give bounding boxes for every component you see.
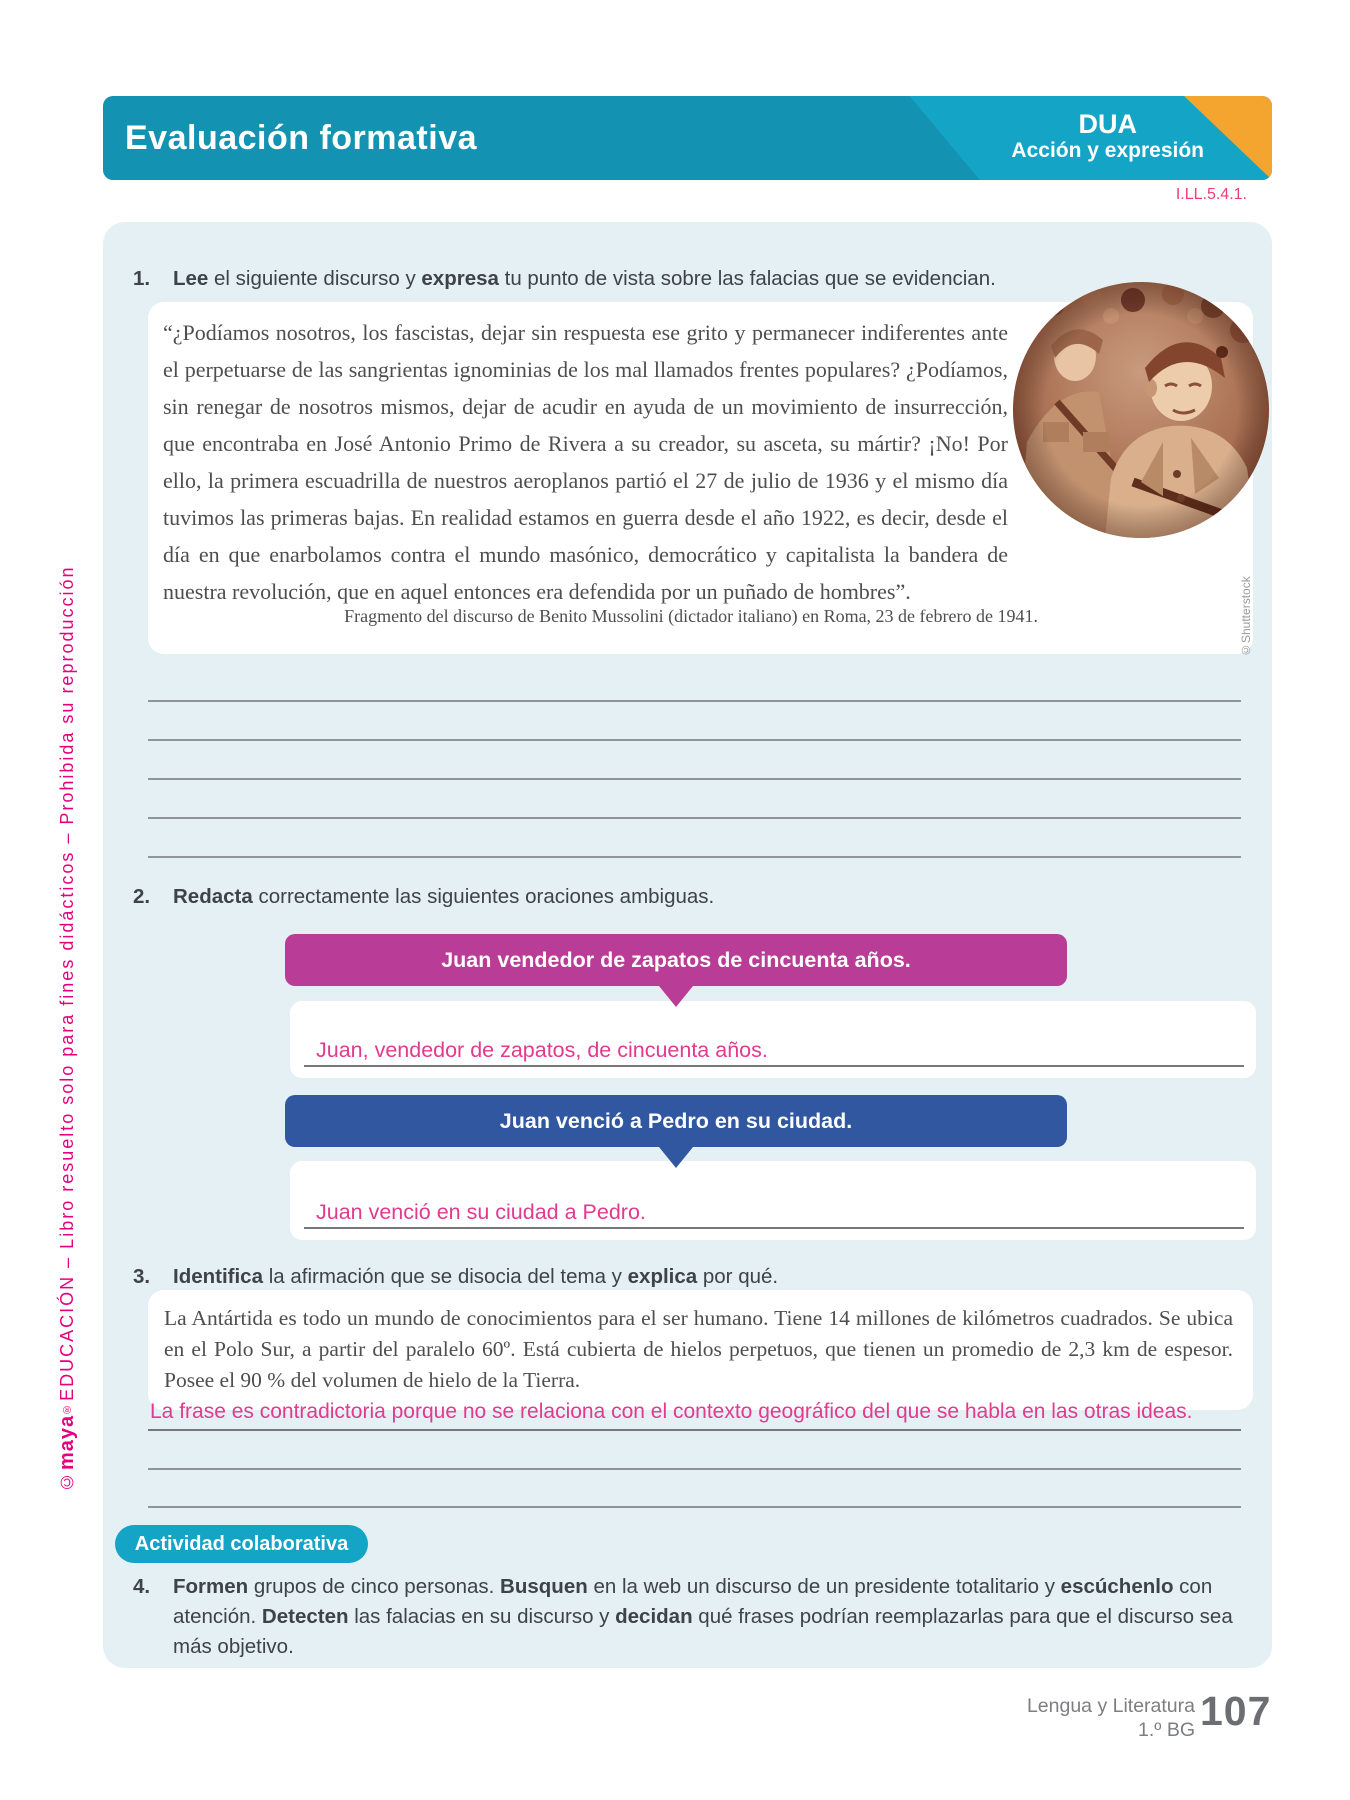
activity-3-text: Identifica la afirmación que se disocia del tema y explica por qué. xyxy=(173,1265,779,1288)
header-banner xyxy=(103,96,1272,180)
antarctica-passage-text: La Antártida es todo un mundo de conocimientos para el ser humano. Tiene 14 millones de kilómetros cuadrados. Se ubica en el Polo Sur, a partir del paralelo 60º. Está cubierta de hielos perpetuos, que tienen un promedio de 2,3 km de espesor. Posee el 90 % del volumen de hielo de la Tierra. xyxy=(164,1306,1233,1392)
activity-1-instruction xyxy=(133,264,996,294)
copyright-symbol: © xyxy=(57,1470,77,1492)
photo-credit: ©Shutterstock xyxy=(1239,576,1253,657)
activities-panel xyxy=(103,222,1272,1668)
footer-subject: Lengua y Literatura xyxy=(1026,1695,1195,1717)
dua-label-block xyxy=(1011,109,1204,163)
publisher-name: EDUCACIÓN xyxy=(57,1274,77,1401)
student-answer-3: La frase es contradictoria porque no se relaciona con el contexto geográfico del que se habla en las otras ideas. xyxy=(150,1400,1193,1423)
dua-sublabel: Acción y expresión xyxy=(1011,139,1204,163)
student-answer-2: Juan venció en su ciudad a Pedro. xyxy=(316,1200,646,1224)
collaborative-activity-badge: Actividad colaborativa xyxy=(115,1525,368,1563)
page-title: Evaluación formativa xyxy=(125,118,478,157)
activity-3-instruction xyxy=(133,1262,778,1292)
answer-line xyxy=(148,778,1241,780)
pointer-triangle xyxy=(659,1147,693,1168)
dua-label: DUA xyxy=(1078,109,1137,139)
answer-line xyxy=(148,856,1241,858)
answer-underline xyxy=(304,1227,1244,1229)
answer-line xyxy=(148,817,1241,819)
pointer-triangle xyxy=(659,986,693,1007)
answer-line xyxy=(148,700,1241,702)
activity-2-number: 2. xyxy=(133,885,151,908)
answer-line xyxy=(148,739,1241,741)
mussolini-photo xyxy=(1013,282,1269,538)
activity-4-number: 4. xyxy=(133,1575,151,1598)
footer-subject-block xyxy=(1027,1694,1195,1742)
answer-box-1 xyxy=(290,1001,1256,1078)
ambiguous-sentence-2 xyxy=(285,1095,1067,1147)
activity-4-instruction xyxy=(133,1572,1255,1662)
activity-4-text: Formen grupos de cinco personas. Busquen en la web un discurso de un presidente totalitario y escúchenlo con atención. Detecten las falacias en su discurso y decidan qué frases podrían reemplazarlas para que el discurso sea más objetivo. xyxy=(173,1575,1233,1658)
answer-line xyxy=(148,1506,1241,1508)
copyright-sidebar xyxy=(56,416,98,1492)
student-answer-1: Juan, vendedor de zapatos, de cincuenta años. xyxy=(316,1038,768,1062)
answer-underline xyxy=(148,1429,1241,1431)
activity-2-instruction xyxy=(133,882,714,912)
antarctica-passage-box xyxy=(148,1290,1253,1410)
activity-3-number: 3. xyxy=(133,1265,151,1288)
registered-mark-icon: ® xyxy=(61,1400,73,1415)
answer-underline xyxy=(304,1065,1244,1067)
page-number: 107 xyxy=(1200,1688,1272,1734)
footer-grade: 1.º BG xyxy=(1138,1719,1195,1741)
answer-line xyxy=(148,1468,1241,1470)
publisher-logo: maya xyxy=(56,1414,78,1470)
activity-1-text: Lee el siguiente discurso y expresa tu punto de vista sobre las falacias que se evidencian. xyxy=(173,267,996,290)
standard-code: I.LL.5.4.1. xyxy=(1175,186,1247,203)
activity-2-text: Redacta correctamente las siguientes oraciones ambiguas. xyxy=(173,885,715,908)
ambiguous-sentence-2-text: Juan venció a Pedro en su ciudad. xyxy=(499,1108,853,1133)
ambiguous-sentence-1 xyxy=(285,934,1067,986)
answer-box-2 xyxy=(290,1161,1256,1240)
ambiguous-sentence-1-text: Juan vendedor de zapatos de cincuenta años. xyxy=(441,947,911,972)
copyright-notice: – Libro resuelto solo para fines didácticos – Prohibida su reproducción xyxy=(57,565,77,1275)
speech-quote-text: “¿Podíamos nosotros, los fascistas, dejar sin respuesta ese grito y permanecer indiferentes ante el perpetuarse de las sangrientas ignominias de los mal llamados frentes populares? ¿Podíamos, sin renegar de nosotros mismos, dejar de acudir en ayuda de un movimiento de insurrección, que encontraba en José Antonio Primo de Rivera a su creador, su asceta, su mártir? ¡No! Por ello, la primera escuadrilla de nuestros aeroplanos partió el 27 de julio de 1936 y el mismo día tuvimos las primeras bajas. En realidad estamos en guerra desde el año 1922, es decir, desde el día en que enarbolamos contra el mundo masónico, democrático y capitalista la bandera de nuestra revolución, que en aquel entonces era defendida por un puñado de hombres”. xyxy=(163,314,1066,610)
quote-attribution: Fragmento del discurso de Benito Mussolini (dictador italiano) en Roma, 23 de febrero de 1941. xyxy=(344,606,1038,626)
activity-1-number: 1. xyxy=(133,267,151,290)
mussolini-photo-art xyxy=(1013,282,1269,538)
